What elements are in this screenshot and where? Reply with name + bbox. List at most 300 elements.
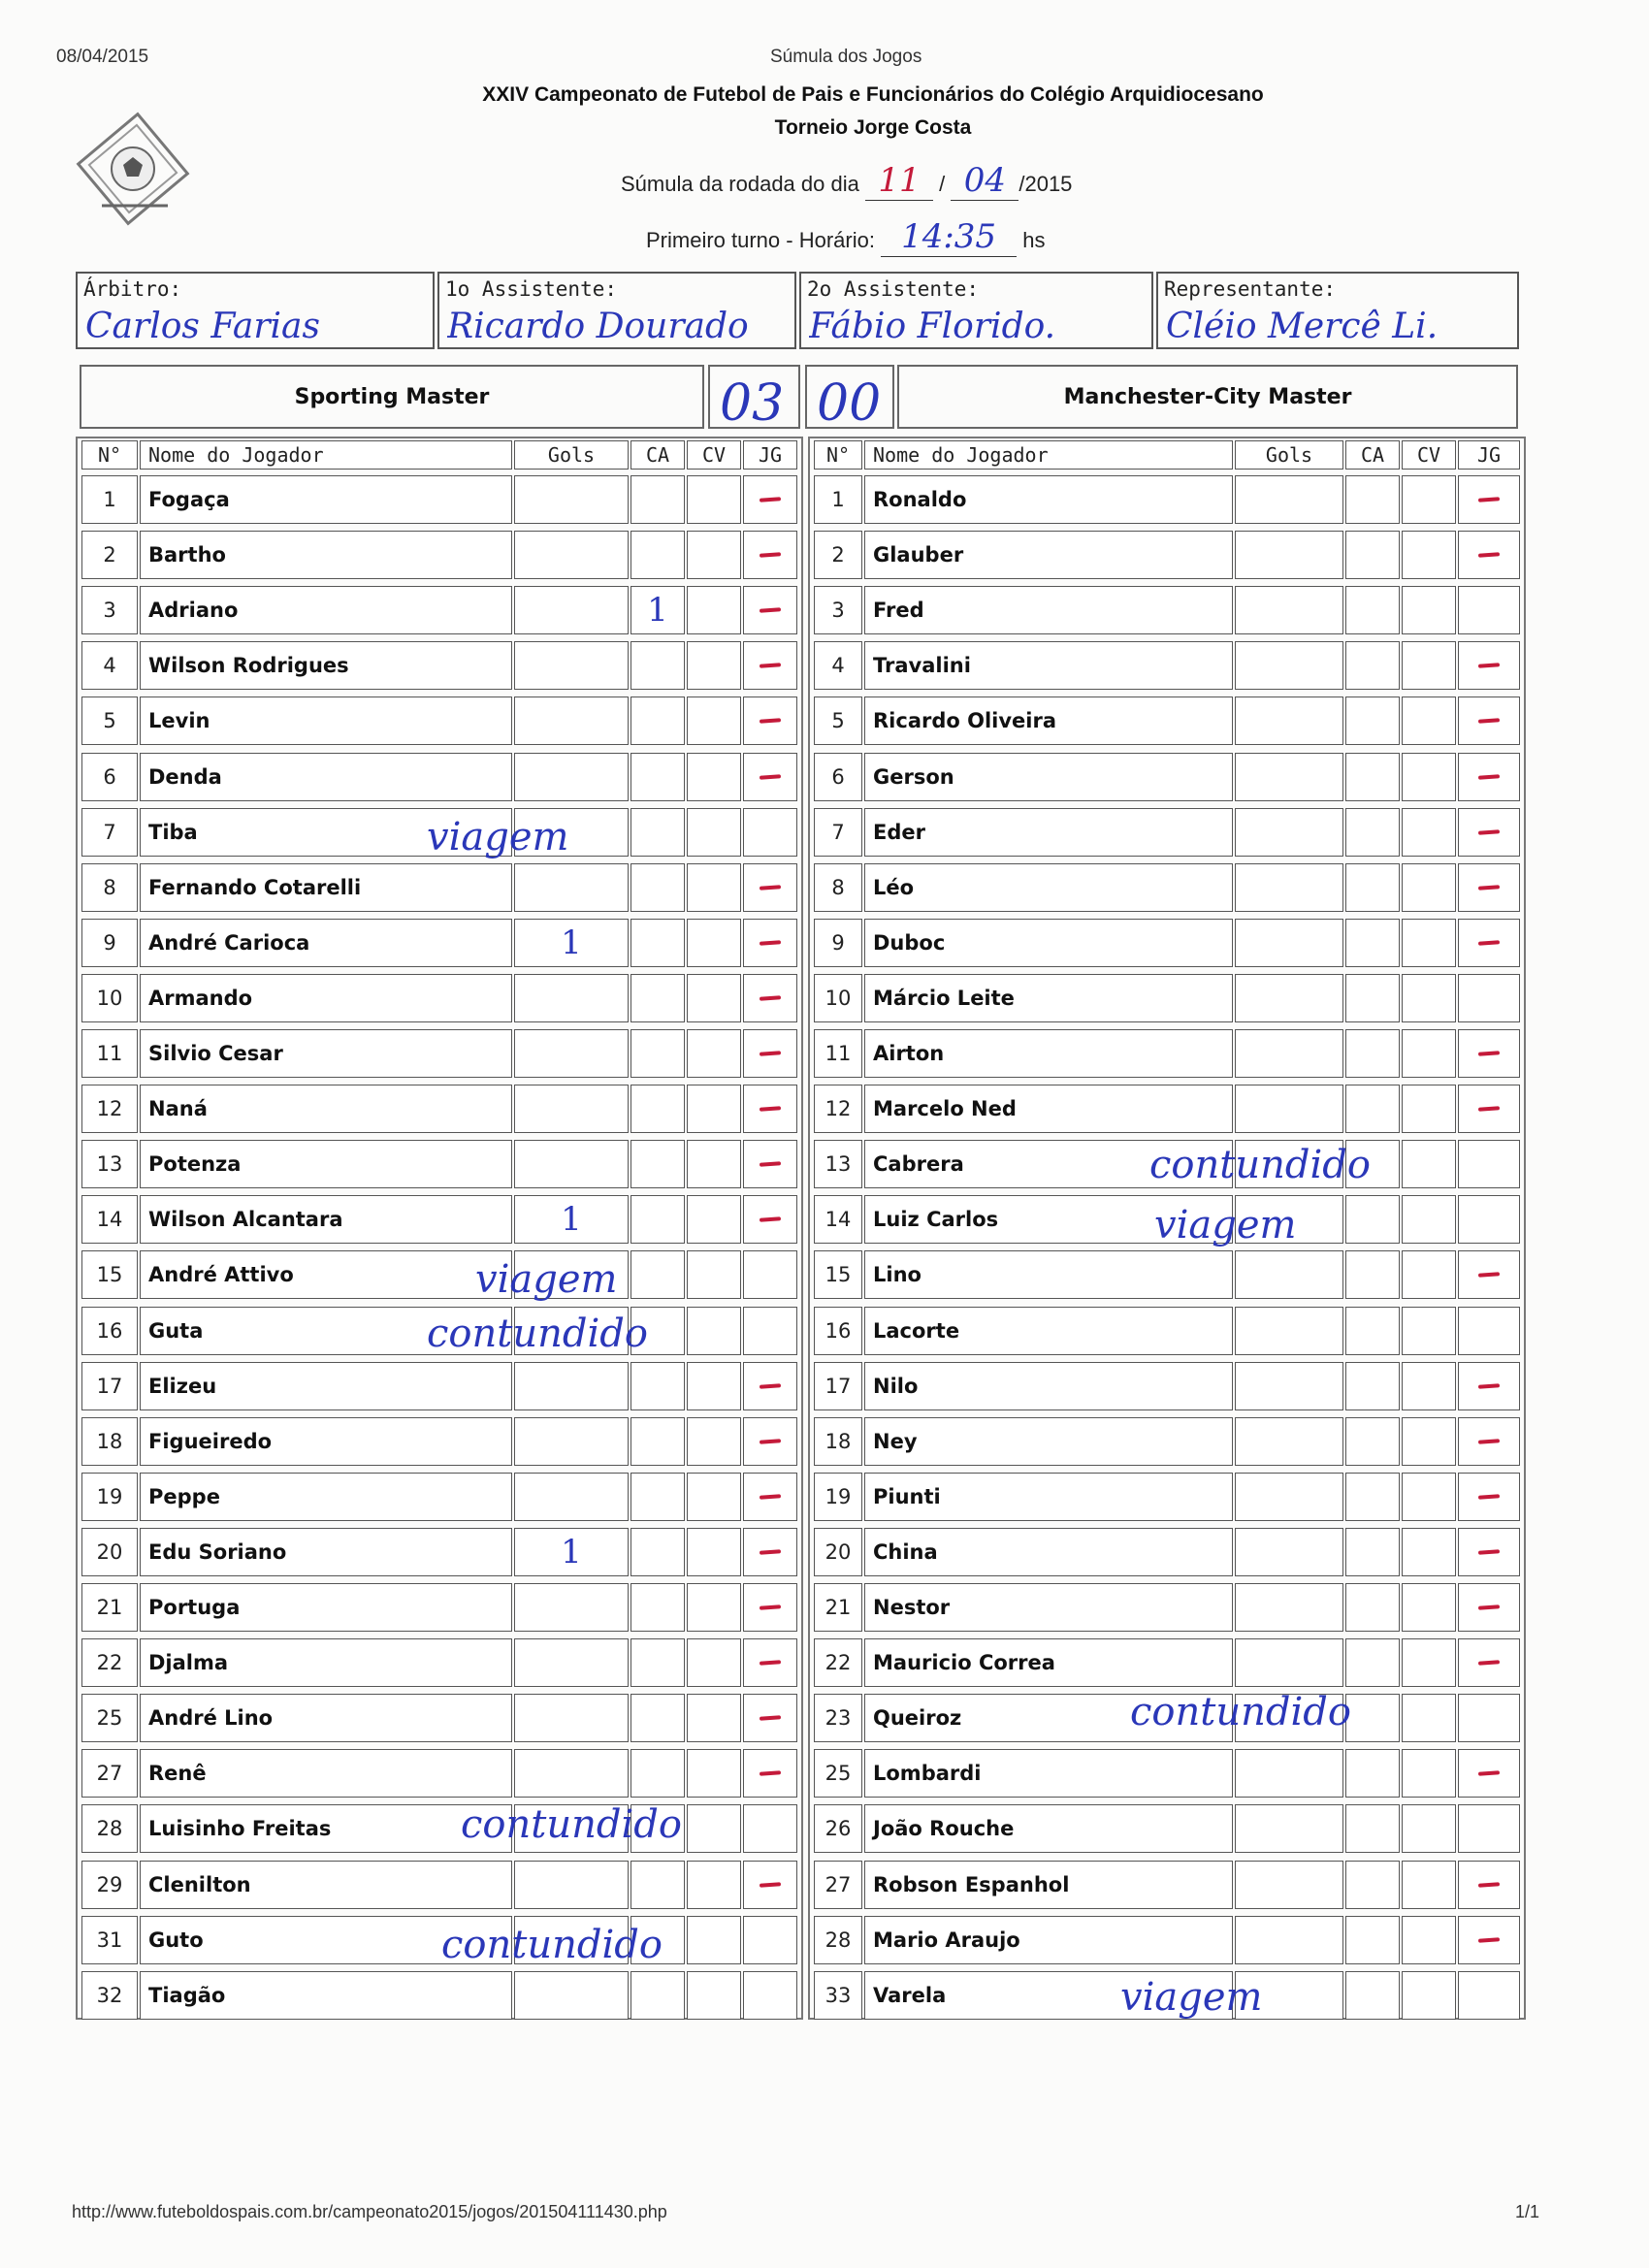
player-goals: [1235, 641, 1343, 690]
column-header-ca: CA: [1345, 440, 1400, 470]
player-played: [743, 974, 797, 1022]
player-yellow-card: [630, 1473, 685, 1521]
player-red-card: [1402, 863, 1456, 912]
player-yellow-card: [630, 1638, 685, 1687]
played-mark: [760, 1217, 781, 1223]
player-row: [78, 1690, 801, 1745]
player-name: Travalini: [864, 641, 1233, 690]
footer-url: http://www.futeboldospais.com.br/campeonato2015/jogos/201504111430.php: [72, 2202, 667, 2221]
note-away-queiroz: contundido: [1130, 1690, 1351, 1734]
player-yellow-card: [1345, 1694, 1400, 1742]
played-mark: [1478, 1106, 1500, 1112]
player-goals: [1235, 1085, 1343, 1133]
player-yellow-card: [1345, 697, 1400, 745]
player-red-card: [687, 697, 741, 745]
played-mark: [1478, 829, 1500, 835]
player-row: [810, 1857, 1524, 1912]
round-month: 04: [951, 161, 1018, 201]
player-number: 4: [81, 641, 138, 690]
player-row: [810, 1524, 1524, 1579]
player-name: Silvio Cesar: [140, 1029, 512, 1078]
referee-name: Carlos Farias: [85, 307, 320, 346]
player-red-card: [1402, 919, 1456, 967]
time-suffix: hs: [1022, 228, 1046, 252]
player-number: 12: [81, 1085, 138, 1133]
player-row: [810, 1413, 1524, 1469]
player-yellow-card: [630, 1085, 685, 1133]
played-mark: [1478, 552, 1500, 558]
player-name: Robson Espanhol: [864, 1861, 1233, 1909]
player-played: [1458, 1971, 1520, 2020]
player-goals: [514, 974, 629, 1022]
player-row: [810, 1579, 1524, 1635]
player-row: [810, 1247, 1524, 1302]
player-goals: [514, 1583, 629, 1632]
player-goals: [1235, 1250, 1343, 1299]
player-number: 11: [814, 1029, 862, 1078]
player-name: Renê: [140, 1749, 512, 1798]
player-name: Mario Araujo: [864, 1916, 1233, 1964]
player-played: [1458, 1694, 1520, 1742]
player-yellow-card: [1345, 974, 1400, 1022]
player-played: [1458, 753, 1520, 801]
column-header-num: N°: [81, 440, 138, 470]
player-yellow-card: [630, 1971, 685, 2020]
player-red-card: [687, 1362, 741, 1410]
player-goals: [1235, 1916, 1343, 1964]
played-mark: [760, 1882, 781, 1888]
player-yellow-card: [1345, 586, 1400, 634]
player-goals: [514, 1140, 629, 1188]
player-row: [810, 1358, 1524, 1413]
player-yellow-card: [630, 808, 685, 857]
player-row: [78, 970, 801, 1025]
player-red-card: [687, 1029, 741, 1078]
player-played: [743, 808, 797, 857]
note-away-luiz: viagem: [1154, 1203, 1297, 1247]
player-name: Fernando Cotarelli: [140, 863, 512, 912]
played-mark: [1478, 885, 1500, 891]
player-number: 9: [814, 919, 862, 967]
player-number: 21: [81, 1583, 138, 1632]
player-number: 16: [814, 1307, 862, 1355]
player-name: Piunti: [864, 1473, 1233, 1521]
player-number: 1: [814, 475, 862, 524]
player-number: 20: [81, 1528, 138, 1576]
played-mark: [1478, 1937, 1500, 1943]
player-goals: [514, 1971, 629, 2020]
player-name: Figueiredo: [140, 1417, 512, 1466]
player-played: [1458, 1362, 1520, 1410]
player-row: [78, 693, 801, 748]
player-name: Guto: [140, 1916, 512, 1964]
played-mark: [760, 607, 781, 613]
round-date-line: Súmula da rodada do dia 11 / 04 /2015: [621, 161, 1073, 200]
player-number: 15: [81, 1250, 138, 1299]
player-name: Mauricio Correa: [864, 1638, 1233, 1687]
player-yellow-card: [1345, 1417, 1400, 1466]
player-row: [78, 749, 801, 804]
referee-label: Árbitro:: [83, 277, 182, 301]
player-row: [78, 1081, 801, 1136]
player-row: [78, 1579, 801, 1635]
player-red-card: [1402, 1694, 1456, 1742]
player-number: 6: [81, 753, 138, 801]
player-number: 10: [81, 974, 138, 1022]
player-row: [78, 915, 801, 970]
player-yellow-card: [1345, 1804, 1400, 1853]
player-number: 8: [81, 863, 138, 912]
played-mark: [1478, 1051, 1500, 1056]
player-name: Denda: [140, 753, 512, 801]
player-yellow-card: [1345, 1362, 1400, 1410]
player-yellow-card: [1345, 1528, 1400, 1576]
player-goals: [1235, 1473, 1343, 1521]
player-goals: [514, 1362, 629, 1410]
player-played: [1458, 1861, 1520, 1909]
player-red-card: [1402, 1971, 1456, 2020]
player-row: [810, 1469, 1524, 1524]
representative-label: Representante:: [1164, 277, 1337, 301]
player-number: 29: [81, 1861, 138, 1909]
played-mark: [760, 1051, 781, 1056]
player-name: André Lino: [140, 1694, 512, 1742]
played-mark: [760, 1439, 781, 1444]
player-number: 17: [81, 1362, 138, 1410]
player-yellow-card: [1345, 1638, 1400, 1687]
player-number: 12: [814, 1085, 862, 1133]
player-played: [1458, 1029, 1520, 1078]
player-goals: [514, 1694, 629, 1742]
assistant2-box: [799, 272, 1153, 349]
player-row: [810, 693, 1524, 748]
player-name: Nilo: [864, 1362, 1233, 1410]
player-yellow-card: [1345, 1971, 1400, 2020]
player-yellow-card: [630, 753, 685, 801]
column-header-cv: CV: [687, 440, 741, 470]
player-name: Armando: [140, 974, 512, 1022]
played-mark: [1478, 1383, 1500, 1389]
player-red-card: [687, 1804, 741, 1853]
player-played: [743, 641, 797, 690]
player-goals: [1235, 919, 1343, 967]
player-number: 26: [814, 1804, 862, 1853]
player-row: [810, 471, 1524, 527]
played-mark: [760, 1494, 781, 1500]
away-score-box: [805, 365, 894, 433]
player-goals: [514, 1417, 629, 1466]
player-played: [743, 1861, 797, 1909]
player-played: [743, 1140, 797, 1188]
player-played: [743, 1749, 797, 1798]
player-red-card: [1402, 697, 1456, 745]
player-number: 31: [81, 1916, 138, 1964]
player-name: Ricardo Oliveira: [864, 697, 1233, 745]
player-name: Adriano: [140, 586, 512, 634]
player-red-card: [1402, 1029, 1456, 1078]
referee-box: [76, 272, 435, 349]
round-year: /2015: [1018, 172, 1073, 196]
document-title: Súmula dos Jogos: [770, 47, 922, 67]
player-played: [1458, 1085, 1520, 1133]
player-played: [743, 1473, 797, 1521]
player-goals: [1235, 1362, 1343, 1410]
player-name: Tiba: [140, 808, 512, 857]
player-row: [78, 471, 801, 527]
player-number: 6: [814, 753, 862, 801]
player-row: [810, 1800, 1524, 1856]
player-yellow-card: [630, 1029, 685, 1078]
player-goals: [1235, 1749, 1343, 1798]
player-row: [78, 1967, 801, 2023]
player-yellow-card: [1345, 808, 1400, 857]
player-played: [1458, 1749, 1520, 1798]
played-mark: [760, 1604, 781, 1610]
player-number: 1: [81, 475, 138, 524]
player-red-card: [687, 1307, 741, 1355]
player-name: Clenilton: [140, 1861, 512, 1909]
player-number: 5: [81, 697, 138, 745]
played-mark: [760, 995, 781, 1001]
played-mark: [760, 497, 781, 502]
player-played: [743, 1916, 797, 1964]
player-row: [78, 1413, 801, 1469]
player-yellow-card: [1345, 1195, 1400, 1244]
player-goals: [1235, 697, 1343, 745]
player-goals: [1235, 808, 1343, 857]
played-mark: [1478, 1604, 1500, 1610]
round-prefix: Súmula da rodada do dia: [621, 172, 859, 196]
played-mark: [1478, 1273, 1500, 1279]
match-time: 14:35: [881, 217, 1017, 257]
player-red-card: [1402, 531, 1456, 579]
player-number: 7: [814, 808, 862, 857]
player-played: [743, 475, 797, 524]
player-name: Bartho: [140, 531, 512, 579]
championship-title: XXIV Campeonato de Futebol de Pais e Funcionários do Colégio Arquidiocesano: [482, 83, 1264, 106]
player-played: [1458, 1528, 1520, 1576]
player-red-card: [1402, 1804, 1456, 1853]
player-goals: [1235, 974, 1343, 1022]
player-goals: [1235, 586, 1343, 634]
played-mark: [760, 940, 781, 946]
player-number: 14: [814, 1195, 862, 1244]
player-red-card: [687, 1473, 741, 1521]
footer-page: 1/1: [1515, 2202, 1540, 2221]
player-played: [743, 1362, 797, 1410]
player-red-card: [1402, 808, 1456, 857]
column-header-name: Nome do Jogador: [864, 440, 1233, 470]
player-name: Lacorte: [864, 1307, 1233, 1355]
player-red-card: [1402, 1528, 1456, 1576]
played-mark: [760, 1715, 781, 1721]
played-mark: [760, 719, 781, 725]
player-number: 18: [814, 1417, 862, 1466]
column-header-name: Nome do Jogador: [140, 440, 512, 470]
note-home-luisinho: contundido: [461, 1802, 682, 1847]
player-yellow-card: [630, 1362, 685, 1410]
player-played: [1458, 1916, 1520, 1964]
column-header-ca: CA: [630, 440, 685, 470]
player-number: 28: [81, 1804, 138, 1853]
player-row: [810, 1303, 1524, 1358]
player-red-card: [687, 1140, 741, 1188]
player-played: [1458, 1140, 1520, 1188]
player-goals: [514, 1085, 629, 1133]
representative-box: [1156, 272, 1519, 349]
column-header-num: N°: [814, 440, 862, 470]
player-row: [78, 1857, 801, 1912]
played-mark: [760, 1383, 781, 1389]
player-number: 5: [814, 697, 862, 745]
player-goals: [514, 863, 629, 912]
played-mark: [760, 552, 781, 558]
player-red-card: [1402, 1473, 1456, 1521]
player-played: [743, 531, 797, 579]
column-header-goals: Gols: [1235, 440, 1343, 470]
player-played: [743, 1029, 797, 1078]
player-yellow-card: [1345, 1749, 1400, 1798]
player-red-card: [1402, 1638, 1456, 1687]
player-goals: 1: [514, 1528, 629, 1576]
player-row: [810, 1635, 1524, 1690]
player-red-card: [1402, 1140, 1456, 1188]
home-team-name: Sporting Master: [80, 365, 704, 429]
player-name: Nestor: [864, 1583, 1233, 1632]
player-name: Fred: [864, 586, 1233, 634]
played-mark: [1478, 1882, 1500, 1888]
player-row: [810, 1912, 1524, 1967]
player-played: [1458, 1307, 1520, 1355]
player-row: [810, 1081, 1524, 1136]
assistant1-name: Ricardo Dourado: [447, 307, 749, 346]
column-header-goals: Gols: [514, 440, 629, 470]
player-row: [78, 1635, 801, 1690]
player-name: Fogaça: [140, 475, 512, 524]
player-row: [78, 1469, 801, 1524]
player-row: [810, 1745, 1524, 1800]
player-yellow-card: [630, 1250, 685, 1299]
player-name: Cabrera: [864, 1140, 1233, 1188]
player-goals: [1235, 1528, 1343, 1576]
player-number: 14: [81, 1195, 138, 1244]
player-red-card: [687, 531, 741, 579]
player-yellow-card: [1345, 1916, 1400, 1964]
player-goals: [514, 1473, 629, 1521]
player-goals: [1235, 1417, 1343, 1466]
player-yellow-card: [1345, 1861, 1400, 1909]
note-away-varela: viagem: [1120, 1975, 1263, 2020]
played-mark: [760, 1549, 781, 1555]
player-red-card: [687, 1250, 741, 1299]
player-yellow-card: [1345, 531, 1400, 579]
player-played: [1458, 1638, 1520, 1687]
player-red-card: [687, 808, 741, 857]
played-mark: [760, 885, 781, 891]
player-yellow-card: [630, 697, 685, 745]
played-mark: [1478, 940, 1500, 946]
player-played: [1458, 808, 1520, 857]
player-goals: [514, 586, 629, 634]
player-row: [78, 582, 801, 637]
player-number: 28: [814, 1916, 862, 1964]
player-yellow-card: [630, 863, 685, 912]
played-mark: [1478, 1439, 1500, 1444]
player-row: [810, 804, 1524, 859]
player-row: [78, 1524, 801, 1579]
player-red-card: [687, 1085, 741, 1133]
player-name: Gerson: [864, 753, 1233, 801]
player-yellow-card: [630, 919, 685, 967]
player-played: [743, 586, 797, 634]
player-goals: [514, 1638, 629, 1687]
player-red-card: [687, 1916, 741, 1964]
home-score-box: [708, 365, 800, 433]
player-played: [743, 1971, 797, 2020]
played-mark: [760, 664, 781, 669]
player-goals: [514, 1749, 629, 1798]
player-row: [810, 527, 1524, 582]
player-name: Lino: [864, 1250, 1233, 1299]
player-played: [743, 697, 797, 745]
assistant2-name: Fábio Florido.: [809, 307, 1056, 346]
player-yellow-card: [630, 1583, 685, 1632]
player-name: Potenza: [140, 1140, 512, 1188]
player-row: [78, 1800, 801, 1856]
player-name: Guta: [140, 1307, 512, 1355]
player-goals: [1235, 1583, 1343, 1632]
player-red-card: [1402, 1085, 1456, 1133]
player-red-card: [687, 1528, 741, 1576]
player-row: [78, 637, 801, 693]
player-number: 2: [81, 531, 138, 579]
player-row: [78, 1191, 801, 1247]
home-roster-table: [76, 437, 803, 2020]
player-name: Peppe: [140, 1473, 512, 1521]
player-red-card: [1402, 641, 1456, 690]
player-row: [78, 1136, 801, 1191]
player-played: [743, 753, 797, 801]
player-number: 18: [81, 1417, 138, 1466]
player-row: [810, 859, 1524, 915]
note-home-tiba: viagem: [427, 815, 569, 859]
player-name: Tiagão: [140, 1971, 512, 2020]
player-number: 25: [814, 1749, 862, 1798]
player-name: Djalma: [140, 1638, 512, 1687]
player-number: 22: [81, 1638, 138, 1687]
player-name: Eder: [864, 808, 1233, 857]
player-name: Glauber: [864, 531, 1233, 579]
player-yellow-card: [1345, 1473, 1400, 1521]
player-yellow-card: [630, 1694, 685, 1742]
played-mark: [1478, 774, 1500, 780]
player-row: [78, 527, 801, 582]
round-day: 11: [865, 161, 933, 201]
player-yellow-card: [1345, 1085, 1400, 1133]
player-goals: [514, 641, 629, 690]
player-number: 27: [814, 1861, 862, 1909]
note-home-guto: contundido: [441, 1923, 663, 1967]
player-red-card: [1402, 1362, 1456, 1410]
player-name: André Carioca: [140, 919, 512, 967]
player-goals: [514, 531, 629, 579]
player-goals: [1235, 863, 1343, 912]
assistant1-box: [437, 272, 796, 349]
player-name: Léo: [864, 863, 1233, 912]
player-yellow-card: [1345, 641, 1400, 690]
player-played: [1458, 531, 1520, 579]
player-yellow-card: [630, 974, 685, 1022]
